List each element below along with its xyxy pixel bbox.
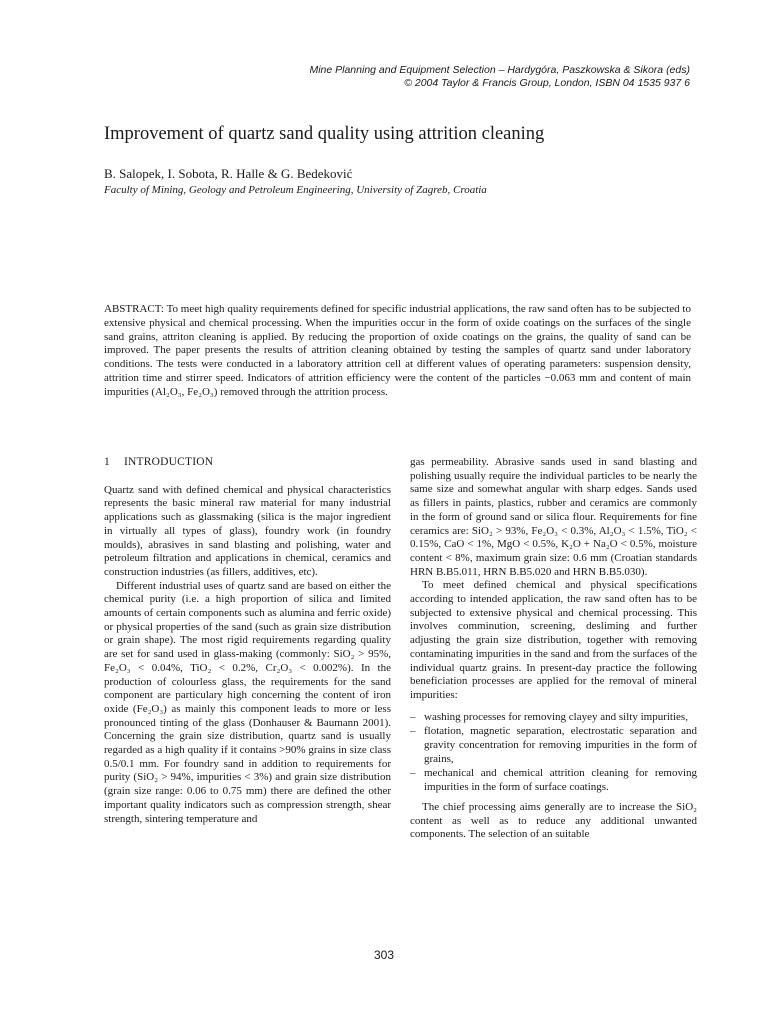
section-heading [104,456,391,470]
paper-title: Improvement of quartz sand quality using attrition cleaning [104,124,545,144]
abstract [104,303,691,400]
right-column [410,456,697,842]
intro-paragraph-4: To meet defined chemical and physical specifications according to intended application, the raw sand often has to be subjected to extensive physical and chemical processing. This involves comminution, screening, desliming and further adjusting the grain size distribution, together with removing contaminating impurities in the sand and from the surfaces of the individual quartz grains. In present-day practice the following beneficiation processes are applied for the removal of mineral impurities: [410,579,697,701]
list-item: – washing processes for removing clayey and silty impurities, [410,711,697,725]
section-title: INTRODUCTION [124,456,214,468]
abstract-text: To meet high quality requirements defined for specific industrial applications, the raw sand often has to be subjected to extensive physical and chemical processing. When the impurities occur in the form of oxide coatings on the surfaces of the single sand grains, attriton cleaning is applied. By reducing the proportion of oxide coatings on the grains, the quality of sand can be improved. The paper presents the results of attrition cleaning obtained by testing the samples of quartz sand under laboratory conditions. The tests were conducted in a laboratory attrition cell at different values of operating parameters: suspension density, attrition time and stirrer speed. Indicators of attrition efficiency were the content of the particles −0.063 mm and content of main impurities (Al₂O₃, Fe₂O₃) removed through the attrition process. [104,303,691,398]
author-list: B. Salopek, I. Sobota, R. Halle & G. Bedeković [104,166,353,181]
abstract-label: ABSTRACT: [104,303,164,315]
section-number: 1 [104,456,110,468]
list-item: – flotation, magnetic separation, electrostatic separation and gravity concentration for removing impurities in the form of grains, [410,725,697,766]
running-head [170,64,690,90]
left-column [104,456,391,826]
running-head-line-2: © 2004 Taylor & Francis Group, London, ISBN 04 1535 937 6 [404,77,690,89]
intro-paragraph-1: Quartz sand with defined chemical and physical characteristics represents the basic mineral raw material for many industrial applications such as glassmaking (silica is the major ingredient in virtually all types of glass), foundry work (in foundry moulds), abrasives in sand blasting and polishing, water and petroleum filtration and applications in chemical, ceramics and construction industries (as fillers, additives, etc). [104,483,391,578]
beneficiation-process-list [410,711,697,795]
list-item: – mechanical and chemical attrition cleaning for removing impurities in the form of surface coatings. [410,767,697,794]
affiliation: Faculty of Mining, Geology and Petroleum Engineering, University of Zagreb, Croatia [104,184,487,196]
intro-paragraph-3: gas permeability. Abrasive sands used in sand blasting and polishing usually require the individual particles to be nearly the same size and somewhat angular with sharp edges. Sands used as fillers in paints, plastics, rubber and ceramics are commonly in the form of ground sand or silica flour. Requirements for fine ceramics are: SiO₂ > 93%, Fe₂O₃ < 0.3%, Al₂O₃ < 1.5%, TiO₂ < 0.15%, CaO < 1%, MgO < 0.5%, K₂O + Na₂O < 0.5%, moisture content < 8%, maximum grain size: 0.6 mm (Croatian standards HRN B.B5.011, HRN B.B5.020 and HRN B.B5.030). [410,456,697,578]
intro-paragraph-2: Different industrial uses of quartz sand are based on either the chemical purity (i.e. a high proportion of silica and limited amounts of certain components such as alumina and ferric oxide) or physical properties of the sand (such as grain size distribution or grain shape). The most rigid requirements regarding quality are set for sand used in glass-making (commonly: SiO₂ > 95%, Fe₂O₃ < 0.04%, TiO₂ < 0.2%, Cr₂O₃ < 0.002%). In the production of colourless glass, the requirements for the sand component are particulary high concerning the content of iron oxide (Fe₂O₃) as mainly this component leads to more or less pronounced tinting of the glass (Donhauser & Baumann 2001). Concerning the grain size distribution, quartz sand is usually regarded as a high quality if it contains >90% grains in size class 0.5/0.1 mm. For foundry sand in addition to requirements for purity (SiO₂ > 94%, impurities < 3%) and grain size distribution (grain size range: 0.06 to 0.75 mm) there are defined the other important quality indicators such as compression strength, shear strength, sintering temperature and [104,579,391,825]
intro-paragraph-5: The chief processing aims generally are to increase the SiO₂ content as well as to reduce any additional unwanted components. The selection of an suitable [410,800,697,841]
running-head-line-1: Mine Planning and Equipment Selection – Hardygóra, Paszkowska & Sikora (eds) [309,64,690,76]
page-number: 303 [373,948,395,962]
